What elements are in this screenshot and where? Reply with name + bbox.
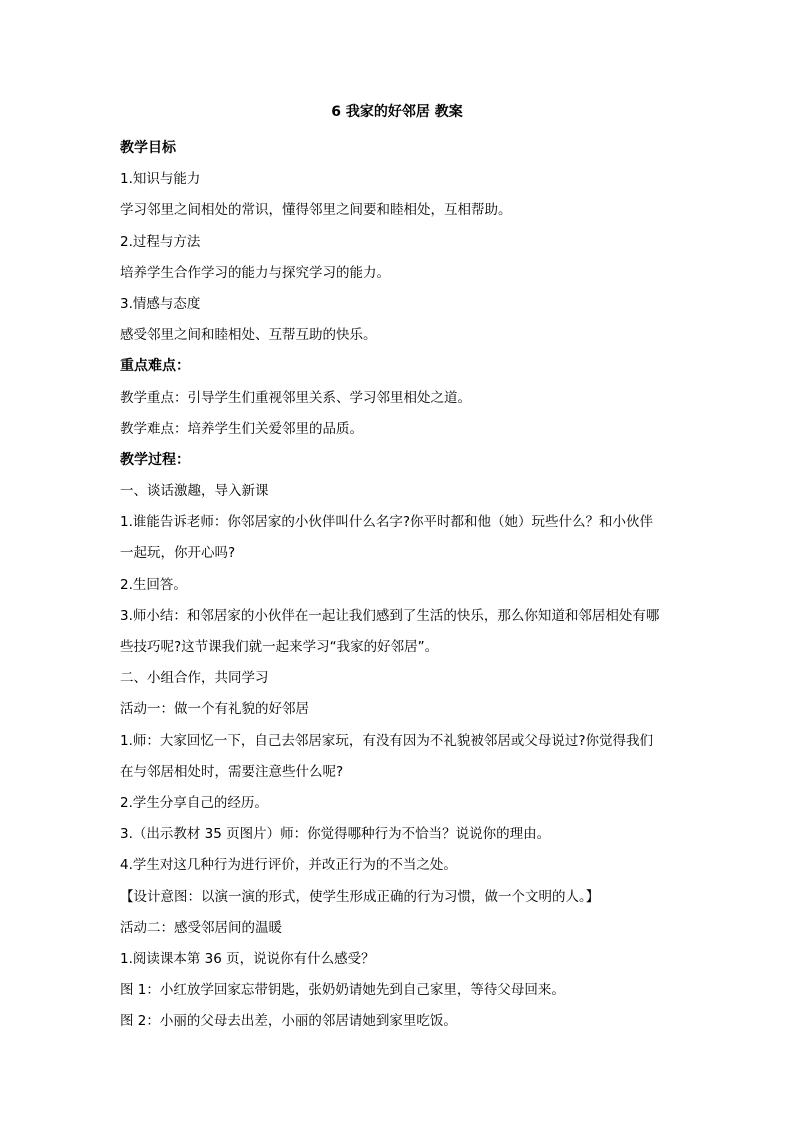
text-line: 活动一：做一个有礼貌的好邻居 (120, 701, 309, 718)
text-line: 2.生回答。 (120, 576, 187, 593)
text-line: 3.情感与态度 (120, 295, 201, 312)
text-line: 学习邻里之间相处的常识，懂得邻里之间要和睦相处，互相帮助。 (120, 202, 512, 219)
text-line: 2.过程与方法 (120, 233, 201, 250)
text-line: 图 2：小丽的父母去出差，小丽的邻居请她到家里吃饭。 (120, 1013, 457, 1030)
text-line: 培养学生合作学习的能力与探究学习的能力。 (120, 264, 390, 281)
document-title: 6 我家的好邻居 教案 (331, 104, 463, 120)
text-line: 在与邻居相处时，需要注意些什么呢? (120, 763, 344, 780)
section-heading: 教学过程： (120, 451, 190, 468)
text-line: 一、谈话激趣，导入新课 (120, 483, 269, 500)
text-line: 感受邻里之间和睦相处、互帮互助的快乐。 (120, 327, 377, 344)
text-line: 一起玩，你开心吗? (120, 545, 236, 562)
section-heading: 教学目标 (120, 140, 176, 156)
section-heading: 重点难点： (120, 358, 190, 375)
document-body (120, 133, 680, 1037)
text-line: 4.学生对这几种行为进行评价，并改正行为的不当之处。 (120, 857, 457, 874)
text-line: 二、小组合作，共同学习 (120, 670, 269, 687)
text-line: 3.（出示教材 35 页图片）师：你觉得哪种行为不恰当？说说你的理由。 (120, 826, 551, 843)
text-line: 1.师：大家回忆一下，自己去邻居家玩，有没有因为不礼貌被邻居或父母说过?你觉得我们 (120, 732, 654, 749)
text-line: 2.学生分享自己的经历。 (120, 794, 268, 811)
text-line: 教学重点：引导学生们重视邻里关系、学习邻里相处之道。 (120, 389, 471, 406)
text-line: 1.谁能告诉老师：你邻居家的小伙伴叫什么名字?你平时都和他（她）玩些什么？和小伙伴 (120, 514, 654, 531)
text-line: 3.师小结：和邻居家的小伙伴在一起让我们感到了生活的快乐，那么你知道和邻居相处有哪 (120, 607, 660, 624)
text-line: 教学难点：培养学生们关爱邻里的品质。 (120, 420, 363, 437)
text-line: 些技巧呢?这节课我们就一起来学习“我家的好邻居”。 (120, 639, 439, 655)
text-line: 图 1：小红放学回家忘带钥匙，张奶奶请她先到自己家里，等待父母回来。 (120, 982, 565, 999)
text-line: 1.知识与能力 (120, 171, 201, 188)
text-line: 【设计意图：以演一演的形式，使学生形成正确的行为习惯，做一个文明的人。】 (120, 888, 600, 905)
text-line: 1.阅读课本第 36 页，说说你有什么感受？ (120, 950, 375, 967)
text-line: 活动二：感受邻居间的温暖 (120, 919, 282, 936)
